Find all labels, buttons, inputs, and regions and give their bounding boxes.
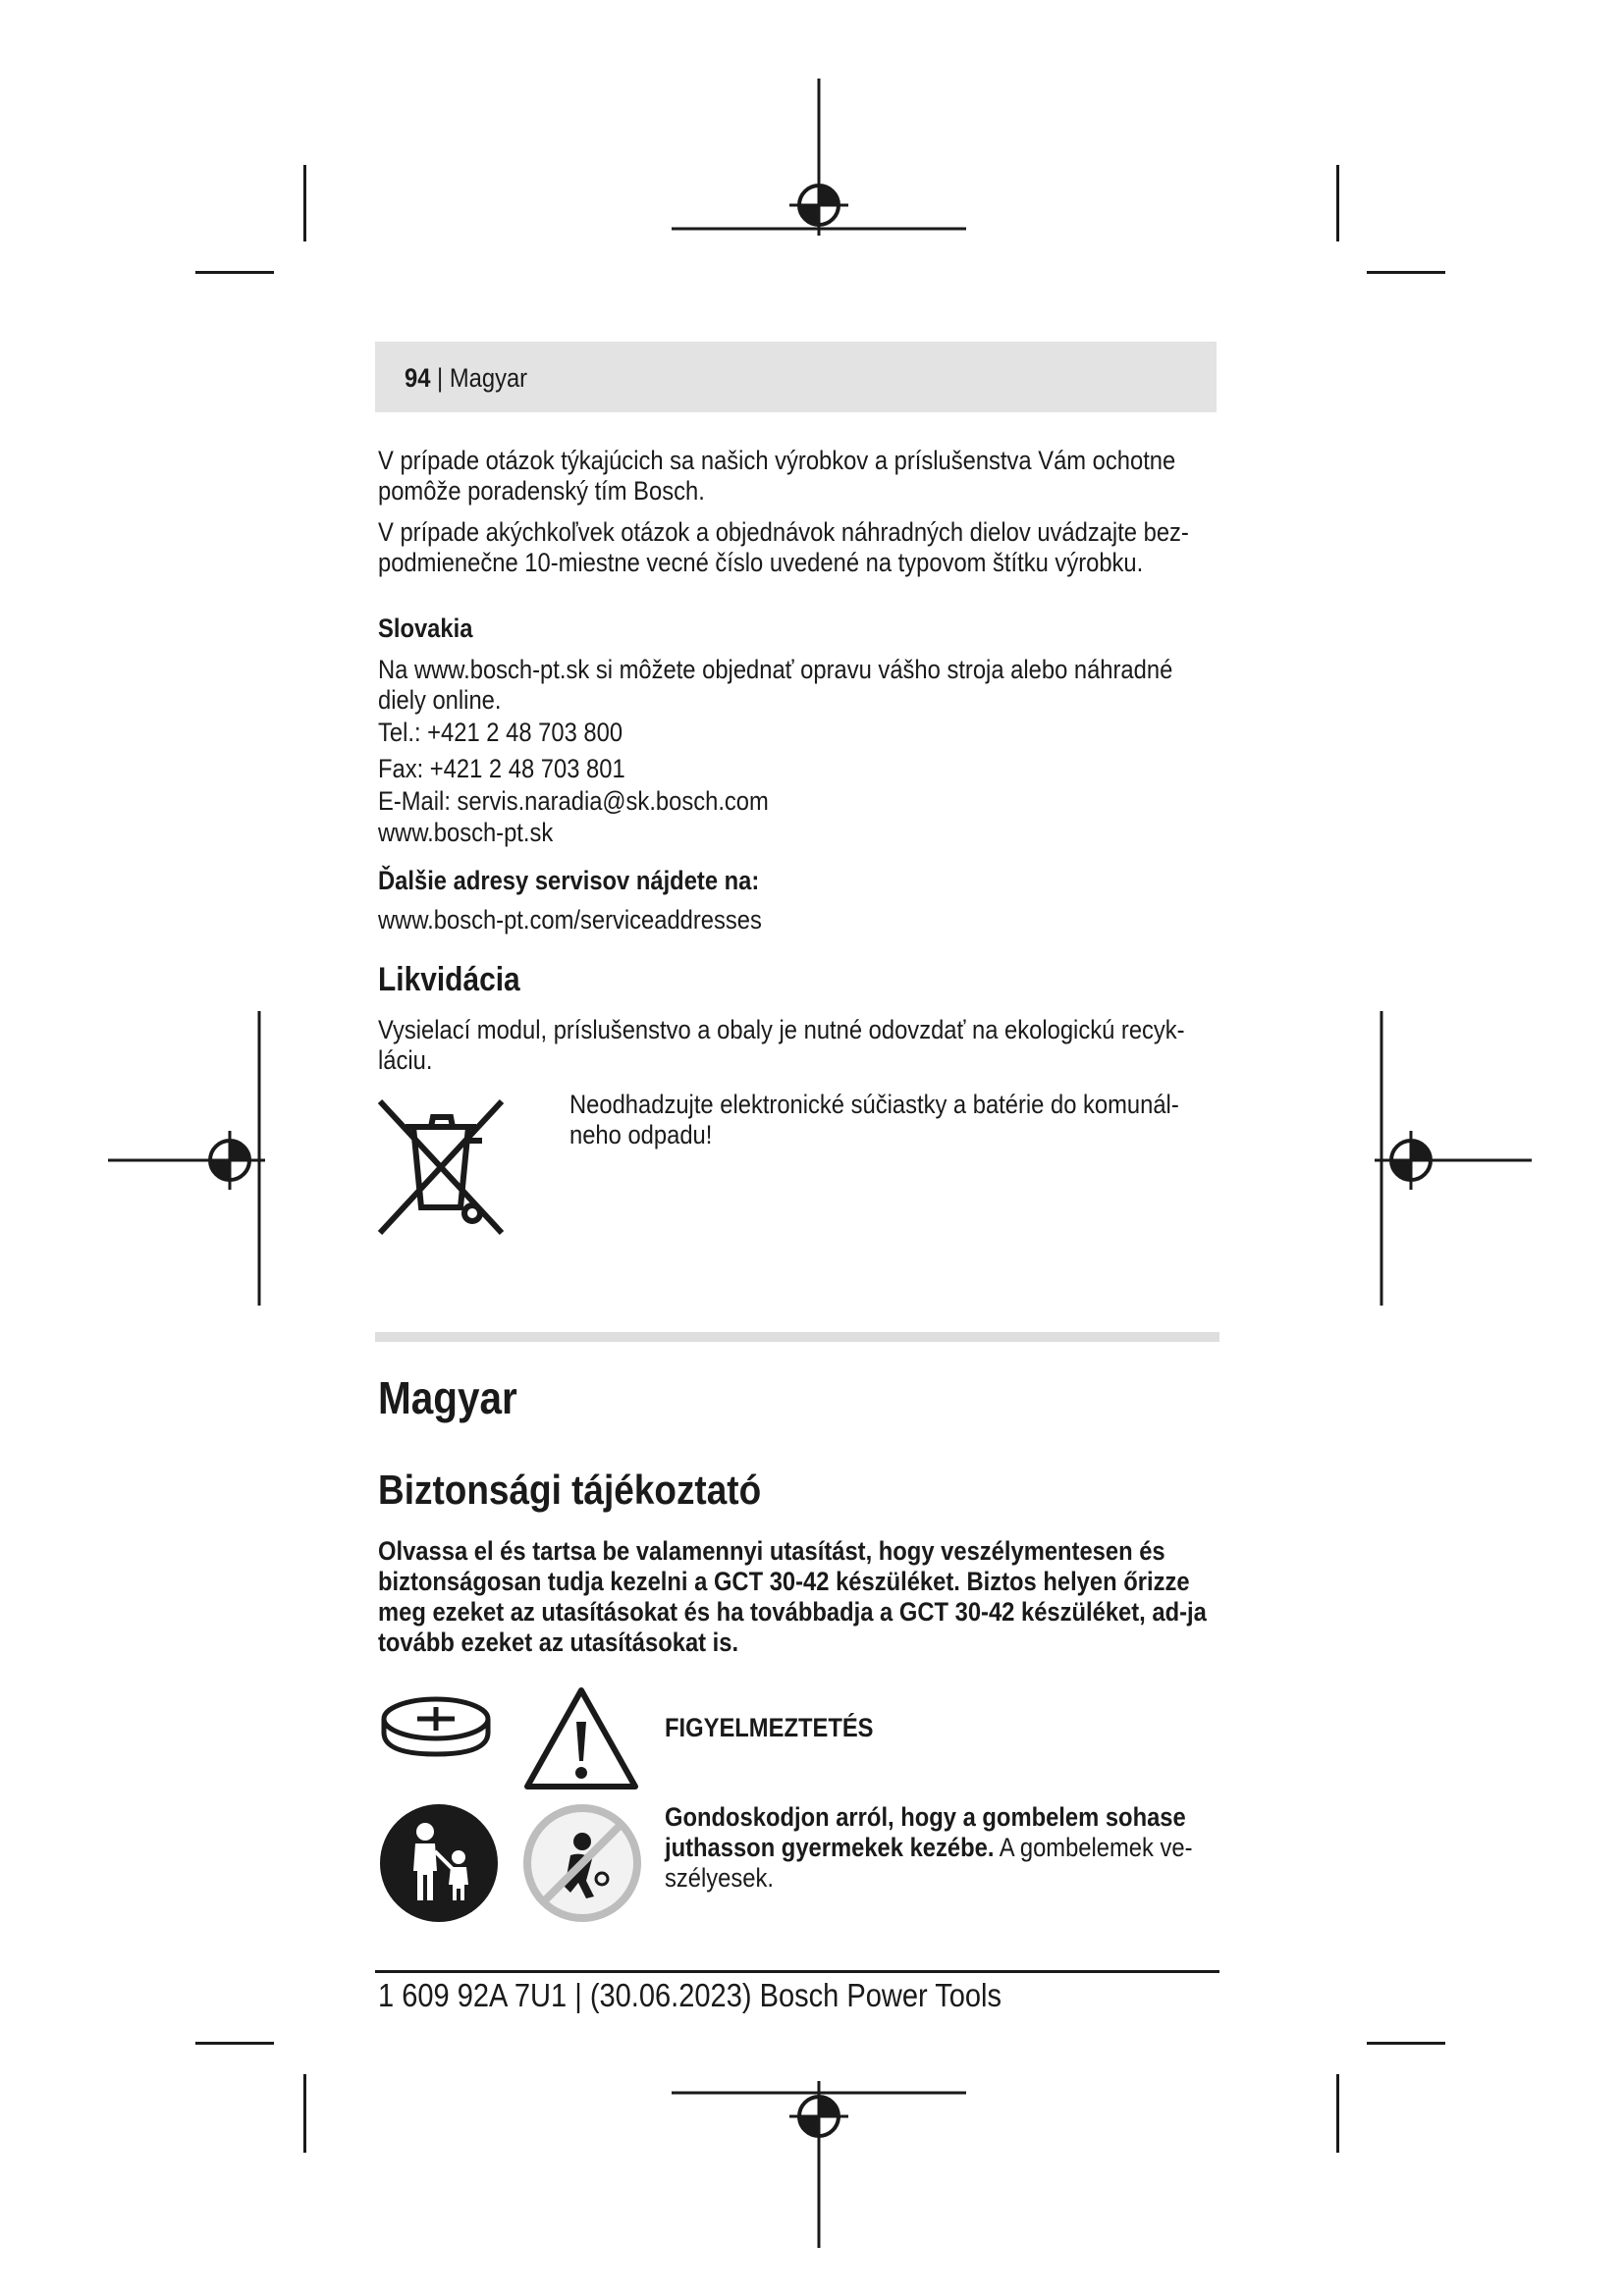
sk-paragraph-1: V prípade otázok týkajúcich sa našich výrobkov a príslušenstva Vám ochotne pomôže poradenský tím Bosch. bbox=[378, 446, 1176, 506]
sk-paragraph-1-block bbox=[378, 446, 1222, 507]
hu-title-block bbox=[378, 1371, 1222, 1424]
crop-mark bbox=[1367, 2042, 1445, 2045]
registration-mark-icon bbox=[672, 79, 966, 314]
sk-web-block bbox=[378, 818, 1222, 848]
page-number: 94 bbox=[405, 363, 431, 393]
section-divider bbox=[375, 1332, 1219, 1342]
sk-tel: Tel.: +421 2 48 703 800 bbox=[378, 718, 623, 747]
sk-more-heading: Ďalšie adresy servisov nájdete na: bbox=[378, 866, 760, 895]
crop-mark bbox=[303, 2074, 306, 2153]
sk-paragraph-2-block bbox=[378, 517, 1222, 578]
warning-triangle-icon bbox=[521, 1684, 641, 1792]
sk-online-block bbox=[378, 655, 1222, 716]
sk-more-heading-block bbox=[378, 866, 1222, 896]
crop-mark bbox=[195, 2042, 274, 2045]
sk-contact-block bbox=[378, 718, 1222, 748]
no-child-swallowing-battery-icon bbox=[521, 1802, 643, 1924]
crop-mark bbox=[195, 271, 274, 274]
sk-country-block bbox=[378, 614, 1222, 644]
crop-mark bbox=[1336, 2074, 1339, 2153]
hu-safety-intro: Olvassa el és tartsa be valamennyi utasítást, hogy veszélymentesen és biztonságosan tudja kezelni a GCT 30-42 készüléket. Biztos helyen őrizze meg ezeket az utasításokat és ha továbbadja a GCT 30-42 készüléket, ad-ja tovább ezeket az utasításokat is. bbox=[378, 1536, 1207, 1657]
sk-country-heading: Slovakia bbox=[378, 614, 473, 643]
header-section: Magyar bbox=[449, 363, 528, 393]
registration-mark-icon bbox=[1365, 1011, 1542, 1315]
crop-mark bbox=[303, 165, 306, 241]
sk-fax: Fax: +421 2 48 703 801 bbox=[378, 754, 625, 783]
hu-warning-label-block bbox=[665, 1713, 1624, 1743]
crop-mark bbox=[1367, 271, 1445, 274]
sk-paragraph-2: V prípade akýchkoľvek otázok a objednávok náhradných dielov uvádzajte bez-podmienečne 10-miestne vecné číslo uvedené na typovom štítku výrobku. bbox=[378, 517, 1189, 577]
sk-disposal-text: Vysielací modul, príslušenstvo a obaly je nutné odovzdať na ekologickú recyk-láciu. bbox=[378, 1015, 1185, 1075]
registration-mark-icon bbox=[108, 1011, 275, 1315]
sk-disposal-heading-block bbox=[378, 961, 1222, 999]
sk-disposal-note-block bbox=[569, 1090, 1213, 1150]
hu-title: Magyar bbox=[378, 1372, 517, 1423]
sk-disposal-heading: Likvidácia bbox=[378, 961, 520, 998]
crop-mark bbox=[1336, 165, 1339, 241]
hu-battery-warning-block bbox=[665, 1802, 1215, 1894]
hu-safety-intro-block bbox=[378, 1536, 1222, 1658]
sk-disposal-note: Neodhadzujte elektronické súčiastky a batérie do komunál-neho odpadu! bbox=[569, 1090, 1179, 1149]
hu-warning-label: FIGYELMEZTETÉS bbox=[665, 1713, 874, 1742]
page-header bbox=[375, 342, 1217, 412]
hu-battery-warning-bold: Gondoskodjon arról, hogy a gombelem sohase juthasson gyermekek kezébe. bbox=[665, 1802, 1186, 1862]
sk-more-url-block bbox=[378, 905, 1222, 935]
coin-cell-battery-icon bbox=[378, 1693, 494, 1762]
sk-more-url: www.bosch-pt.com/serviceaddresses bbox=[378, 905, 762, 934]
hu-safety-heading: Biztonsági tájékoztató bbox=[378, 1467, 762, 1513]
sk-email-block bbox=[378, 786, 1222, 817]
header-separator: | bbox=[437, 363, 444, 393]
hu-safety-heading-block bbox=[378, 1467, 1222, 1514]
hu-battery-warning-rest: A gombelemek ve-szélyesek. bbox=[665, 1833, 1193, 1893]
sk-web: www.bosch-pt.sk bbox=[378, 818, 554, 847]
registration-mark-icon bbox=[672, 2081, 966, 2277]
page-footer: 1 609 92A 7U1 | (30.06.2023) Bosch Power Tools bbox=[378, 1977, 1002, 2013]
weee-crossed-bin-icon bbox=[376, 1097, 506, 1237]
sk-online-text: Na www.bosch-pt.sk si môžete objednať opravu vášho stroja alebo náhradné diely online. bbox=[378, 655, 1173, 715]
sk-fax-block bbox=[378, 754, 1222, 784]
keep-away-from-children-icon bbox=[378, 1802, 500, 1924]
sk-email: E-Mail: servis.naradia@sk.bosch.com bbox=[378, 786, 769, 816]
footer-rule bbox=[375, 1970, 1219, 1973]
sk-disposal-text-block bbox=[378, 1015, 1222, 1076]
